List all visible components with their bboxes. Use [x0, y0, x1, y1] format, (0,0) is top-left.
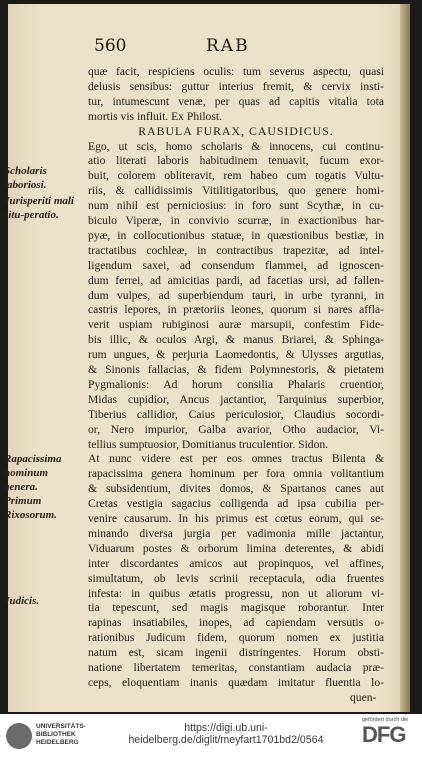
permalink-url[interactable]: https://digi.ub.uni-heidelberg.de/diglit/meyfart1701bd2/0564: [128, 722, 324, 746]
text-line: simultatum, ob levis scrinii receptacula, odia fruentes: [88, 571, 384, 585]
text-line: Ego, ut scis, homo scholaris & innocens, cui continu-: [88, 139, 384, 153]
text-line: rum ungues, & perjuria Laomedontis, & Ulysses argutias,: [88, 348, 384, 362]
text-line: & Sinonis fallacias, & fidem Polymnestoris, & pietatem: [88, 363, 384, 376]
text-line: Viduarum postes & orborum limina deterentes, & abidi: [88, 541, 384, 555]
marginal-note: Jurisperiti mali situ-peratio.: [4, 195, 74, 221]
text-line: castris lepores, in prætoriis leones, quorum si nares affla-: [88, 303, 384, 317]
text-line: ligendum saxei, ad consendum flammei, ad ignoscen-: [88, 258, 384, 272]
text-line: rationibus Judicum fidem, quorum nomen ex justitia: [88, 631, 384, 645]
text-line: atio literati laboris habitudinem tenuavit, fucum exor-: [88, 154, 384, 168]
text-line: tractatibus cochleæ, in contractibus trapezitæ, ad intel-: [88, 243, 384, 257]
library-name: UNIVERSITÄTS-BIBLIOTHEK HEIDELBERG: [36, 723, 86, 746]
text-line: Midas cupidior, Ancus jactantior, Tarquinius superbior,: [88, 392, 384, 406]
text-line: pyæ, in collocutionibus statuæ, in quæstionibus bestiæ, in: [88, 228, 384, 242]
text-line: tia tepescunt, sed magis magisque roborantur. Inter: [88, 601, 384, 615]
text-line: infesta: in quibus ætatis progressu, non ut aliorum vi-: [88, 586, 384, 600]
text-line: At nunc videre est per eos omnes tractus Bilenta &: [88, 452, 384, 466]
marginal-note: Scholaris laboriosi.: [4, 165, 47, 191]
running-title: RAB: [206, 36, 250, 56]
text-line: ceps, eloquentiam inanis quædam imitatur fluentia lo-: [88, 675, 384, 689]
text-line: delusis sensibus: guttur interius fremit, & cervix insti-: [88, 79, 384, 93]
dfg-logo: [362, 717, 418, 757]
university-seal-icon: [6, 723, 32, 749]
text-line: or, Nero impurior, Galba avarior, Otho audacior, Vi-: [88, 422, 384, 436]
text-line: natum est, sicam ingenii distringentes. Horum obsti-: [88, 646, 384, 660]
text-line: quen-: [350, 690, 377, 704]
text-line: bis illic, & oculos Argi, & manus Briarei, & Sphinga-: [88, 333, 384, 347]
text-line: dum ferrei, ad amicitias pardi, ad facetias ursi, ad fallen-: [88, 273, 384, 287]
text-line: Cretas vestigia sagacius colligenda ad ipsa cubilia per-: [88, 497, 384, 511]
text-line: verit uspiam rubiginosi auræ marsupii, confestim Fide-: [88, 318, 384, 332]
funding-caption: gefördert durch die: [362, 717, 409, 723]
text-line: Pygmalionis: Ad horum consilia Phalaris cruentior,: [88, 377, 384, 391]
text-line: tur, intumescunt venæ, per quas ad capitis vitalia tota: [88, 94, 384, 108]
library-logo: [6, 721, 86, 755]
marginal-note: Primum Rixosorum.: [4, 495, 57, 521]
text-line: & subsidentium, divites domos, & Spartanos canes aut: [88, 482, 384, 496]
text-line: tellius sumptuosior, Domitianus truculentior. Sidon.: [88, 437, 329, 451]
text-line: biculo Viperæ, in convivio scurræ, in exactionibus har-: [88, 214, 384, 227]
marginal-note: Judicis.: [4, 595, 40, 607]
section-heading: RABULA FURAX, CAUSIDICUS.: [138, 123, 334, 138]
page-number: 560: [94, 36, 127, 56]
page-header: [94, 36, 404, 58]
text-line: mortis vis influit. Ex Philost.: [88, 109, 222, 123]
text-line: inter discordantes amicos aut propinquos, vel affines,: [88, 556, 384, 570]
text-line: quæ facit, respiciens oculis: tum severus aspectu, quasi: [88, 65, 384, 78]
text-line: num nihil est perniciosius: in foro sunt Scythæ, in cu-: [88, 199, 384, 213]
text-line: riis, & callidissimis Vitilitigatoribus, quo genere homi-: [88, 184, 384, 198]
text-line: rapacissima genera hominum per fora omnia volitantium: [88, 467, 384, 481]
text-line: buit, colorem obliteravit, rem habeo cum togatis Vultu-: [88, 169, 384, 183]
text-line: Tiberius callidior, Caius periculosior, Claudius socordi-: [88, 407, 384, 421]
marginal-note: Rapacissima hominum genera.: [4, 453, 62, 493]
text-line: dum vulpes, ad superbiendum tauri, in urbe tyranni, in: [88, 288, 384, 302]
page-edge: [400, 4, 410, 712]
text-line: rapinas insatiabiles, inopes, ad capiendam versutis o-: [88, 616, 384, 630]
dfg-logo-text: DFG: [362, 722, 406, 747]
text-line: venire causarum. In his primus est cœtus eorum, qui se-: [88, 512, 384, 525]
text-line: natione libertatem temeritas, constantiam audacia præ-: [88, 661, 384, 674]
text-line: minando diversa jurgia per vadimonia mille jactantur,: [88, 526, 384, 540]
